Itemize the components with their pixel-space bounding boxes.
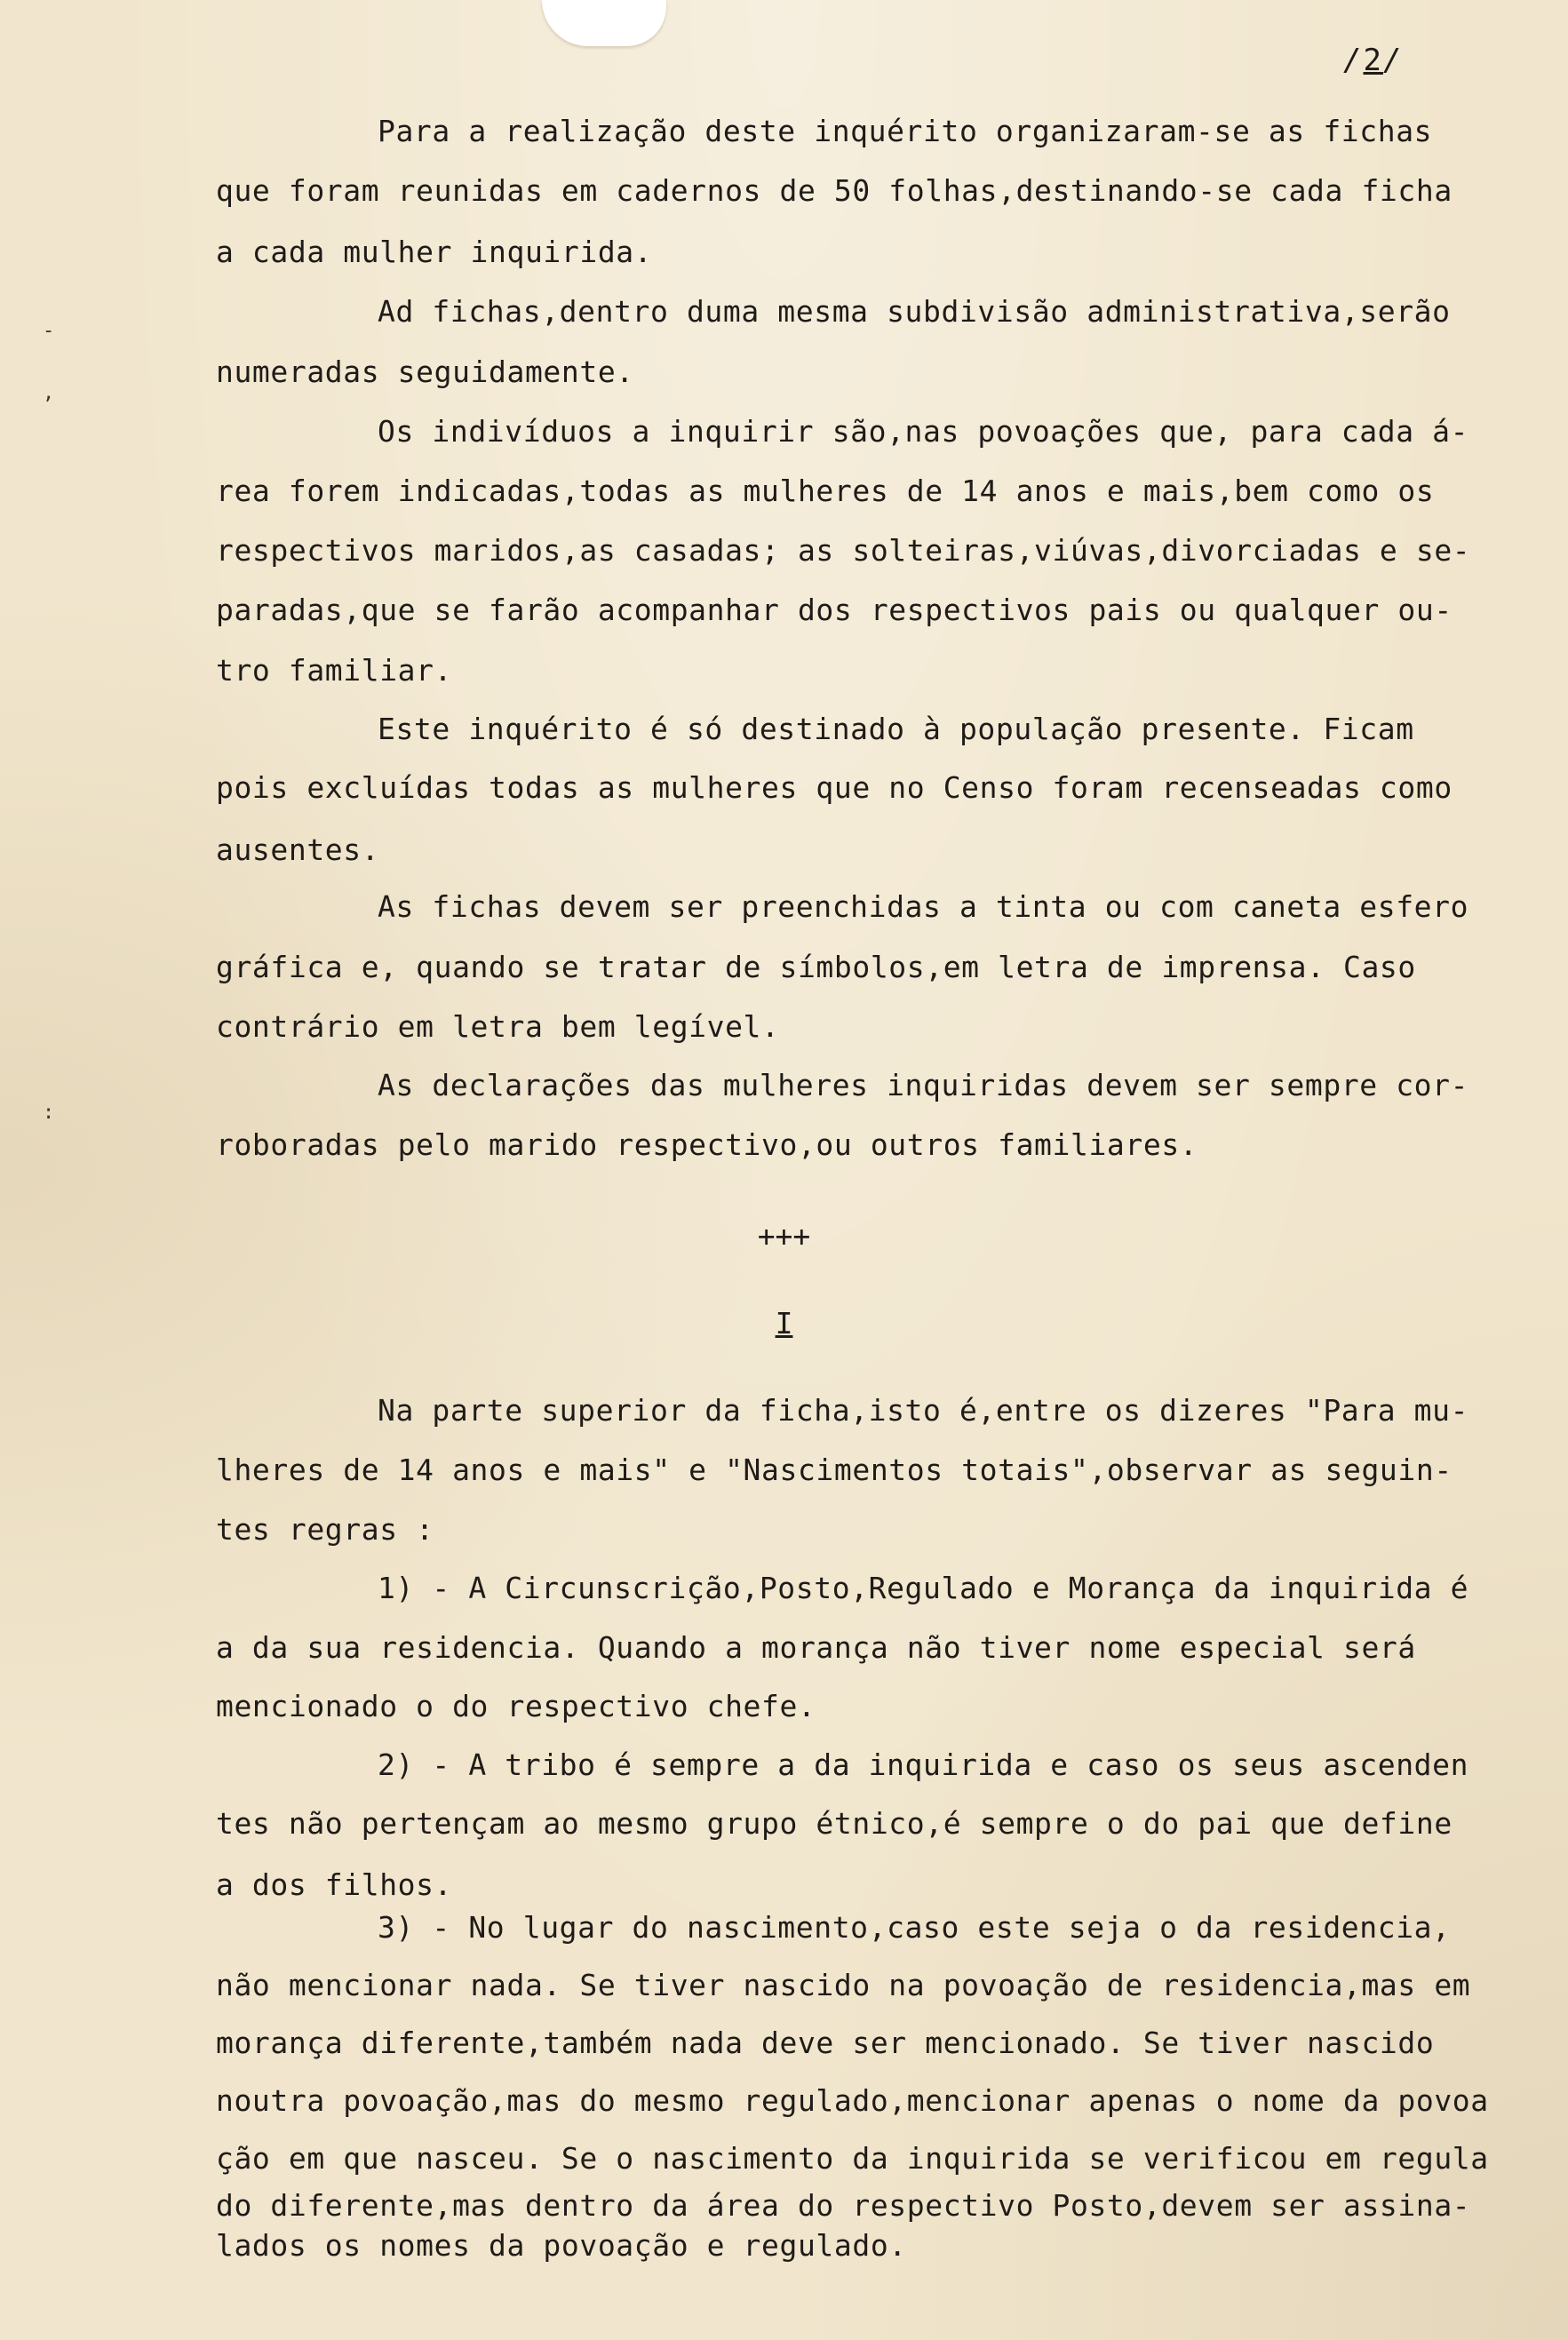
text-line: numeradas seguidamente.	[216, 354, 634, 389]
text-line: gráfica e, quando se tratar de símbolos,em letra de imprensa. Caso	[216, 950, 1416, 984]
text-line: contrário em letra bem legível.	[216, 1009, 780, 1044]
text-line: lados os nomes da povoação e regulado.	[216, 2228, 907, 2263]
text-line: As declarações das mulheres inquiridas devem ser sempre cor-	[378, 1068, 1469, 1102]
text-line: respectivos maridos,as casadas; as solteiras,viúvas,divorciadas e se-	[216, 533, 1471, 568]
text-line: tes regras :	[216, 1512, 434, 1547]
text-line: Ad fichas,dentro duma mesma subdivisão administrativa,serão	[378, 294, 1451, 329]
text-line: pois excluídas todas as mulheres que no Censo foram recenseadas como	[216, 770, 1453, 805]
text-line: não mencionar nada. Se tiver nascido na povoação de residencia,mas em	[216, 1968, 1471, 2002]
text-line: ção em que nasceu. Se o nascimento da inquirida se verificou em regula	[216, 2141, 1489, 2176]
text-line: do diferente,mas dentro da área do respectivo Posto,devem ser assina-	[216, 2188, 1471, 2223]
text-line: Este inquérito é só destinado à população presente. Ficam	[378, 712, 1414, 746]
text-line: lheres de 14 anos e mais" e "Nascimentos totais",observar as seguin-	[216, 1453, 1453, 1487]
margin-mark: ,	[43, 382, 55, 404]
text-line: paradas,que se farão acompanhar dos respectivos pais ou qualquer ou-	[216, 593, 1453, 627]
text-line: que foram reunidas em cadernos de 50 folhas,destinando-se cada ficha	[216, 173, 1453, 208]
page-number: /2/	[1343, 43, 1404, 78]
text-line: roboradas pelo marido respectivo,ou outros familiares.	[216, 1127, 1198, 1162]
text-line: morança diferente,também nada deve ser mencionado. Se tiver nascido	[216, 2026, 1435, 2060]
text-line: ausentes.	[216, 832, 380, 867]
margin-mark: -	[43, 320, 55, 342]
separator: +++	[757, 1219, 811, 1254]
text-line: As fichas devem ser preenchidas a tinta ou com caneta esfero	[378, 889, 1469, 924]
text-line: rea forem indicadas,todas as mulheres de 14 anos e mais,bem como os	[216, 474, 1435, 508]
text-line: Para a realização deste inquérito organizaram-se as fichas	[378, 114, 1433, 148]
text-line: a da sua residencia. Quando a morança não tiver nome especial será	[216, 1630, 1416, 1665]
text-line: Os indivíduos a inquirir são,nas povoações que, para cada á-	[378, 414, 1469, 449]
text-line: noutra povoação,mas do mesmo regulado,mencionar apenas o nome da povoa	[216, 2083, 1489, 2118]
text-line: tes não pertençam ao mesmo grupo étnico,é sempre o do pai que define	[216, 1806, 1453, 1841]
text-line: 1) - A Circunscrição,Posto,Regulado e Morança da inquirida é	[378, 1571, 1469, 1605]
section-heading: I	[775, 1306, 793, 1341]
margin-mark: :	[43, 1102, 55, 1124]
text-line: tro familiar.	[216, 653, 453, 688]
text-line: 3) - No lugar do nascimento,caso este seja o da residencia,	[378, 1910, 1451, 1945]
paper-tear	[542, 0, 666, 46]
text-line: Na parte superior da ficha,isto é,entre os dizeres "Para mu-	[378, 1393, 1469, 1428]
text-line: mencionado o do respectivo chefe.	[216, 1689, 816, 1723]
text-line: 2) - A tribo é sempre a da inquirida e caso os seus ascenden	[378, 1747, 1469, 1782]
text-line: a cada mulher inquirida.	[216, 235, 653, 269]
text-line: a dos filhos.	[216, 1867, 453, 1902]
